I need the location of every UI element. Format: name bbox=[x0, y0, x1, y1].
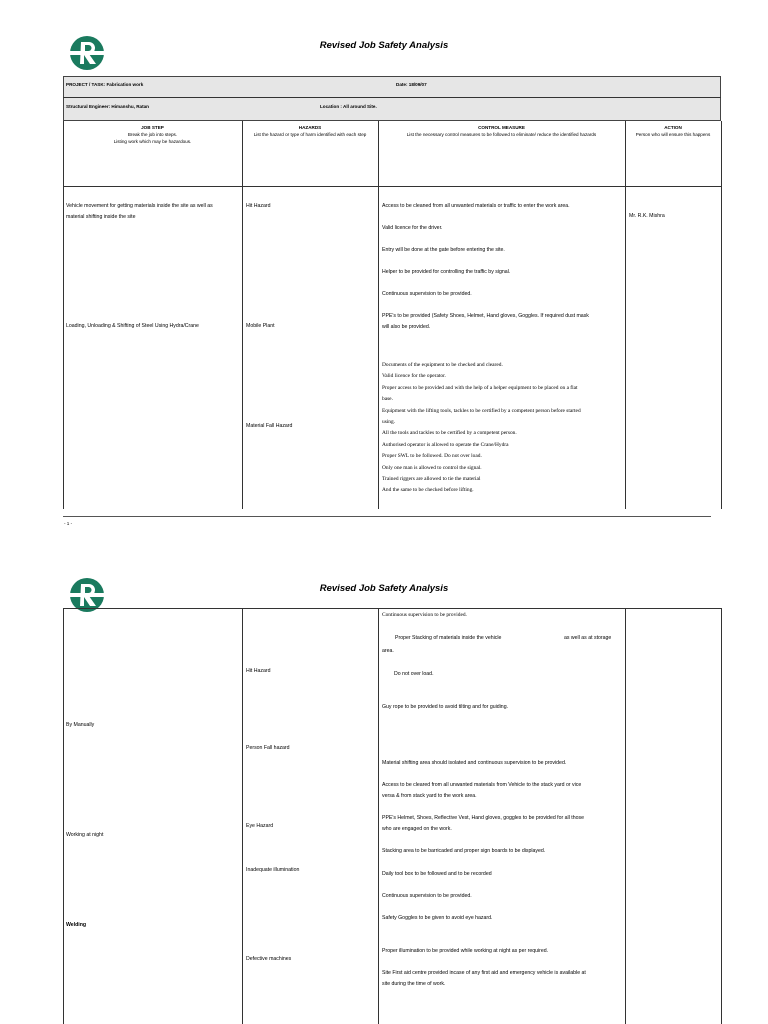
control-stacking-c: area. bbox=[382, 648, 394, 654]
page-gap bbox=[0, 540, 768, 558]
control-guy-rope: Guy rope to be provided to avoid tilting and for guiding. bbox=[382, 704, 509, 710]
action-person: Mr. R.K. Mishra bbox=[629, 213, 665, 219]
project-task: PROJECT / TASK: Fabrication work bbox=[66, 82, 144, 87]
hazard-hit: Hit Hazard bbox=[246, 668, 271, 674]
document-title: Revised Job Safety Analysis bbox=[319, 583, 449, 594]
control-measures-list: Material shifting area should isolated and continuous supervision to be provided. Access to be cleared from all unwanted materials from Vehicle to the stack yard or vice versa & from stack yard to the work area. PPE's Helmet, Shoes, Reflective Vest, Hand gloves, goggles to be provided for all those who are engaged on the work. Stacking area to be barricaded and proper sign boards to be displayed. Daily tool box to be followed and to be recorded Continuous supervision to be provided. Safety Goggles to be given to avoid eye hazard. Proper illumination to be provided while working at night as per required. Site First aid centre provided incase of any first aid and emergency vehicle is available at site during the time of work. bbox=[382, 760, 586, 988]
date-label: Date: 18/09/07 bbox=[396, 82, 427, 87]
column-hazards: HAZARDS List the hazard or type of harm identified with each step bbox=[253, 125, 367, 137]
control-measures-vehicle: Access to be cleaned from all unwanted materials or traffic to enter the work area. Valid licence for the driver. Entry will be done at the gate before entering the site. Helper to be provided for controlling the traffic by signal. Continuous supervision to be provided. PPE's to be provided (Safety Shoes, Helmet, Hand gloves, Goggles. If required dust mask will also be provided. bbox=[382, 203, 589, 330]
page-2 bbox=[0, 558, 768, 1024]
job-step-welding: Welding bbox=[66, 922, 87, 928]
page-number: - 1 - bbox=[64, 521, 73, 526]
column-action: ACTION Person who will ensure this happens bbox=[635, 125, 711, 137]
hazard-person-fall: Person Fall hazard bbox=[246, 745, 290, 751]
control-supervision-top: Continuous supervision to be provided. bbox=[382, 612, 467, 618]
location-label: Location : All around Site. bbox=[320, 104, 377, 109]
hazard-mobile-plant: Mobile Plant bbox=[246, 323, 275, 329]
hazard-defective-machines: Defective machines bbox=[246, 956, 292, 962]
control-do-not-overload: Do not over load. bbox=[394, 671, 434, 677]
job-step-vehicle-movement: Vehicle movement for getting materials inside the site as well as material shifting inside the site bbox=[66, 203, 213, 220]
structural-engineer: Structural Engineer: Himanshu, Ratan bbox=[66, 104, 149, 109]
hazard-hit: Hit Hazard bbox=[246, 203, 271, 209]
column-control-measure: CONTROL MEASURE List the necessary control measures to be followed to eliminate/ reduce the identified hazards bbox=[406, 125, 597, 137]
column-job-step: JOB STEP Break the job into steps. Listing work which may be hazardous. bbox=[113, 125, 192, 144]
project-header bbox=[63, 76, 721, 121]
job-step-working-at-night: Working at night bbox=[66, 832, 104, 838]
hazard-eye: Eye Hazard bbox=[246, 823, 274, 829]
control-measures-crane: Documents of the equipment to be checked and cleared. Valid licence for the operator. Proper access to be provided and with the help of a helper equipment to be placed on a flat base. Equipment with the lifting tools, tackles to be certified by a competent person before started using. All the tools and tackles to be certified by a competent person. Authorised operator is allowed to operate the Crane/Hydra Proper SWL to be followed. Do not over load. Only one man is allowed to control the signal. Trained riggers are allowed to tie the material And the same to be checked before lifting. bbox=[382, 362, 581, 494]
document-title: Revised Job Safety Analysis bbox=[319, 40, 449, 51]
control-stacking-a: Proper Stacking of materials inside the vehicle bbox=[395, 635, 502, 641]
hazard-material-fall: Material Fall Hazard bbox=[246, 423, 293, 429]
job-step-manually: By Manually bbox=[66, 722, 95, 728]
hazard-inadequate-illumination: Inadequate illumination bbox=[246, 867, 300, 873]
job-step-loading-unloading: Loading, Unloading & Shifting of Steel Using Hydra/Crane bbox=[66, 323, 199, 329]
control-stacking-b: as well as at storage bbox=[564, 635, 612, 641]
